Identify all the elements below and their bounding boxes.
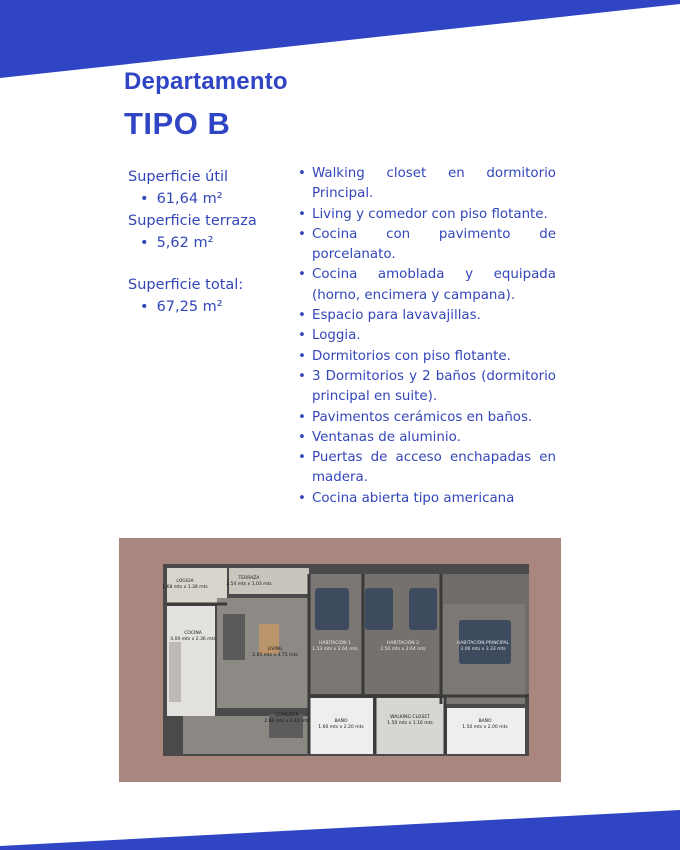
plan-dim-closet: 1.50 mts x 1.16 mts	[387, 721, 433, 726]
plan-dim-loggia: 1.68 mts x 1.38 mts	[162, 585, 208, 590]
plan-label-hab3: HABITACIÓN PRINCIPAL	[456, 641, 510, 646]
plan-label-comedor: COMEDOR	[275, 713, 299, 718]
feature-item: • Espacio para lavavajillas.	[298, 306, 556, 326]
plan-dim-comedor: 2.80 mts x 2.42 mts	[264, 719, 310, 724]
page-subtitle: Departamento	[124, 68, 288, 95]
plan-label-living: LIVING	[267, 647, 283, 652]
feature-item: • Cocina amoblada y equipada (horno, encimera y campana).	[298, 265, 556, 306]
plan-label-terraza: TERRAZA	[238, 576, 260, 581]
plan-dim-bano2: 1.50 mts x 2.00 mts	[462, 725, 508, 730]
floor-plan	[119, 538, 561, 782]
plan-dim-terraza: 3.54 mts x 1.03 mts	[226, 582, 272, 587]
surface-util-value: • 61,64 m²	[128, 188, 278, 210]
plan-label-cocina: COCINA	[184, 631, 202, 636]
plan-dim-hab2: 2.50 mts x 2.64 mts	[380, 647, 426, 652]
surface-total-value: • 67,25 m²	[128, 296, 278, 318]
feature-item: • Puertas de acceso enchapadas en madera.	[298, 448, 556, 489]
feature-item: • Dormitorios con piso flotante.	[298, 347, 556, 367]
surface-summary	[128, 166, 278, 318]
feature-item: • Ventanas de aluminio.	[298, 428, 556, 448]
plan-label-loggia: LOGGIA	[176, 579, 194, 584]
surface-terraza-value: • 5,62 m²	[128, 232, 278, 254]
feature-list	[298, 164, 556, 509]
feature-item: • Cocina abierta tipo americana	[298, 489, 556, 509]
header-blue-band	[0, 0, 680, 90]
plan-label-bano1: BAÑO	[334, 719, 348, 724]
feature-item: • Loggia.	[298, 326, 556, 346]
plan-label-hab1: HABITACIÓN 1	[319, 641, 351, 646]
plan-dim-hab1: 1.53 mts x 2.64 mts	[312, 647, 358, 652]
feature-item: • Cocina con pavimento de porcelanato.	[298, 225, 556, 266]
plan-label-bano2: BAÑO	[478, 719, 492, 724]
plan-label-hab2: HABITACIÓN 2	[387, 641, 419, 646]
plan-dim-cocina: 4.00 mts x 2.36 mts	[170, 637, 216, 642]
plan-dim-bano1: 1.60 mts x 2.20 mts	[318, 725, 364, 730]
plan-dim-hab3: 3.06 mts x 3.33 mts	[460, 647, 506, 652]
feature-item: • Walking closet en dormitorio Principal.	[298, 164, 556, 205]
footer-blue-band	[0, 800, 680, 850]
surface-total-label: Superficie total:	[128, 277, 244, 293]
feature-item: • Pavimentos cerámicos en baños.	[298, 408, 556, 428]
surface-util-label: Superficie útil	[128, 169, 229, 185]
page-title: TIPO B	[124, 106, 231, 141]
feature-item: • 3 Dormitorios y 2 baños (dormitorio principal en suite).	[298, 367, 556, 408]
plan-label-closet: WALKING CLOSET	[390, 715, 430, 720]
surface-terraza-label: Superficie terraza	[128, 213, 257, 229]
feature-item: • Living y comedor con piso flotante.	[298, 205, 556, 225]
plan-dim-living: 2.85 mts x 4.75 mts	[252, 653, 298, 658]
